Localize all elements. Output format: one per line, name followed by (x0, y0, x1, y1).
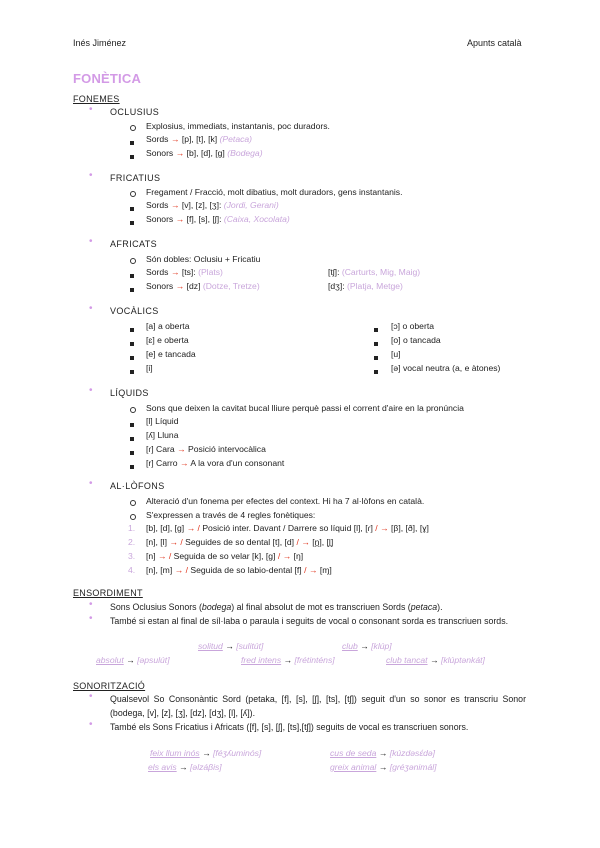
bullet: • (89, 385, 93, 396)
example: els avis → [əlzáβis] (148, 762, 222, 772)
africats-sonors-right: [dʒ]: (Platja, Metge) (328, 281, 403, 291)
section-heading-fonemes: FONEMES (73, 94, 120, 104)
africats-sords-right: [tʃ]: (Carturts, Mig, Maig) (328, 267, 421, 277)
liquid-item: [l] Líquid (146, 416, 179, 426)
bullet: • (89, 719, 93, 730)
arrow-icon: → (175, 148, 185, 158)
category-oclusius: OCLUSIUS (110, 107, 160, 117)
circle-bullet (130, 514, 136, 520)
allofon-rule: 1. [b], [d], [g] → / Posició inter. Davant / Darrere so líquid [l], [ɾ] / → [β], [ð], [ɣ] (128, 523, 429, 533)
example: club → [klúp] (342, 641, 392, 651)
vocalic-item: [e] e tancada (146, 349, 196, 359)
africats-desc: Són dobles: Oclusiu + Fricatiu (146, 254, 261, 264)
arrow-icon: → (179, 458, 189, 468)
vocalic-item: [u] (391, 349, 401, 359)
circle-bullet (130, 191, 136, 197)
vocalic-item: [ɔ] o oberta (391, 321, 434, 331)
ensordiment-rule-1: Sons Oclusius Sonors (bodega) al final absolut de mot es transcriuen Sords (petaca). (110, 602, 443, 612)
square-bullet (130, 356, 134, 360)
allofon-rule: 2. [n], [l] → / Seguides de so dental [t], [d] / → [n̪], [l̪] (128, 537, 334, 547)
fricatius-sords: Sords → [v], [z], [ʒ]: (Jordi, Gerani) (146, 200, 279, 210)
square-bullet (130, 465, 134, 469)
arrow-icon: → (170, 134, 180, 144)
arrow-icon: / → (375, 523, 389, 533)
square-bullet (130, 342, 134, 346)
allofons-desc: Alteració d'un fonema per efectes del context. Hi ha 7 al·lòfons en català. (146, 496, 425, 506)
square-bullet (130, 370, 134, 374)
category-allofons: AL·LÒFONS (110, 481, 165, 491)
liquid-item-r1: [ɾ] Cara → Posició intervocàlica (146, 444, 266, 454)
liquid-item-r2: [r] Carro → A la vora d'un consonant (146, 458, 285, 468)
sonoritzacio-rule-1: Qualsevol So Consonàntic Sord (petaka, [f], [s], [ʃ], [ts], [tʃ]) seguit d'un so sonor es transcriu Sonor (bodega, [v], [z], [ʒ], [dz], [dʒ], [l], [ʎ]). (110, 694, 526, 718)
header-doc-title: Apunts català (467, 38, 522, 48)
oclusius-desc: Explosius, immediats, instantanis, poc duradors. (146, 121, 330, 131)
square-bullet (374, 342, 378, 346)
arrow-icon: → / (174, 565, 188, 575)
arrow-icon: → / (169, 537, 183, 547)
example: greix animal → [ɡɾéʒənimál] (330, 762, 437, 772)
bullet: • (89, 691, 93, 702)
category-africats: AFRICATS (110, 239, 158, 249)
header-author: Inés Jiménez (73, 38, 127, 48)
bullet: • (89, 478, 93, 489)
example: club tancat → [klúptənkát] (386, 655, 485, 665)
arrow-icon: → (170, 200, 180, 210)
oclusius-sonors: Sonors → [b], [d], [g] (Bodega) (146, 148, 263, 158)
vocalic-item: [ə] vocal neutra (a, e àtones) (391, 363, 501, 373)
example: feix llum inós → [féʒʎuminós] (150, 748, 262, 758)
square-bullet (130, 221, 134, 225)
arrow-icon: → (170, 267, 180, 277)
section-heading-sonoritzacio: SONORITZACIÓ (73, 681, 146, 691)
arrow-icon: → (175, 214, 185, 224)
allofon-rule: 4. [n], [m] → / Seguida de so labio-dental [f] / → [ɱ] (128, 565, 332, 575)
bullet: • (89, 613, 93, 624)
square-bullet (130, 328, 134, 332)
fricatius-desc: Fregament / Fracció, molt dibatius, molt duradors, gens instantanis. (146, 187, 403, 197)
sonoritzacio-rule-2: També els Sons Fricatius i Africats ([f], [s], [ʃ], [ts],[tʃ]) seguits de vocal es transcriuen sonors. (110, 722, 469, 732)
africats-sonors: Sonors → [dz] (Dotze, Tretze) (146, 281, 260, 291)
arrow-icon: / → (296, 537, 310, 547)
liquids-desc: Sons que deixen la cavitat bucal lliure perquè passi el corrent d'aire en la pronúncia (146, 403, 464, 413)
example: cus de seda → [kúzdəsɛ́də] (330, 748, 436, 758)
circle-bullet (130, 125, 136, 131)
section-heading-ensordiment: ENSORDIMENT (73, 588, 143, 598)
allofon-rule: 3. [n] → / Seguida de so velar [k], [g] / → [ŋ] (128, 551, 304, 561)
category-vocalics: VOCÀLICS (110, 306, 159, 316)
liquid-item: [ʎ] Lluna (146, 430, 179, 440)
square-bullet (374, 328, 378, 332)
arrow-icon: / → (304, 565, 318, 575)
bullet: • (89, 303, 93, 314)
bullet: • (89, 236, 93, 247)
bullet: • (89, 599, 93, 610)
arrow-icon: → (175, 281, 185, 291)
ensordiment-rule-2: També si estan al final de síl·laba o paraula i seguits de vocal o consonant sorda es transcriuen sords. (110, 616, 509, 626)
vocalic-item: [o] o tancada (391, 335, 441, 345)
example: absolut → [əpsulút] (96, 655, 170, 665)
example: solitud → [sulitút] (198, 641, 264, 651)
category-liquids: LÍQUIDS (110, 388, 149, 398)
circle-bullet (130, 500, 136, 506)
square-bullet (130, 141, 134, 145)
square-bullet (374, 370, 378, 374)
vocalic-item: [i] (146, 363, 153, 373)
oclusius-sords: Sords → [p], [t], [k] (Petaca) (146, 134, 253, 144)
arrow-icon: → / (157, 551, 172, 561)
fricatius-sonors: Sonors → [f], [s], [ʃ]: (Caixa, Xocolata) (146, 214, 290, 224)
arrow-icon: → (177, 444, 186, 454)
square-bullet (130, 437, 134, 441)
square-bullet (130, 423, 134, 427)
square-bullet (130, 155, 134, 159)
bullet: • (89, 170, 93, 181)
page-title: FONÈTICA (73, 71, 142, 86)
square-bullet (130, 288, 134, 292)
africats-sords: Sords → [ts]: (Plats) (146, 267, 223, 277)
vocalic-item: [a] a oberta (146, 321, 190, 331)
bullet: • (89, 104, 93, 115)
square-bullet (130, 451, 134, 455)
example: fred intens → [fɾétinténs] (241, 655, 335, 665)
allofons-desc2: S'expressen a través de 4 regles fonètiques: (146, 510, 316, 520)
category-fricatius: FRICATIUS (110, 173, 161, 183)
arrow-icon: / → (277, 551, 292, 561)
square-bullet (130, 207, 134, 211)
square-bullet (130, 274, 134, 278)
circle-bullet (130, 407, 136, 413)
arrow-icon: → / (186, 523, 200, 533)
square-bullet (374, 356, 378, 360)
vocalic-item: [ɛ] e oberta (146, 335, 189, 345)
circle-bullet (130, 258, 136, 264)
